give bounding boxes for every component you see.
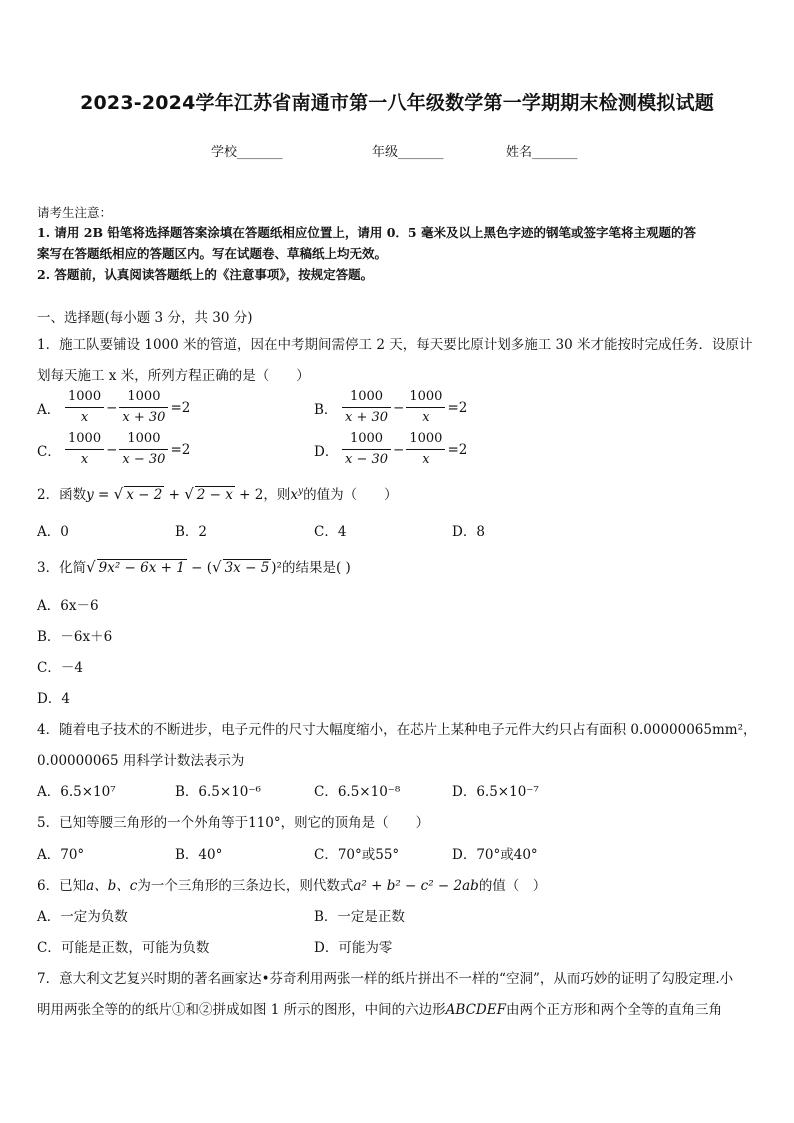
fraction: $\frac{1000}{x + 30}$ <box>119 389 168 426</box>
q2-radical-2: 2 − x <box>196 487 233 503</box>
q7-stem-line-2: 明用两张全等的的纸片①和②拼成如图 1 所示的图形，中间的六边形ABCDEF由两个正方形和两个全等的直角三角 <box>37 1002 722 1018</box>
q4-option-d[interactable]: D．6.5×10⁻⁷ <box>452 784 539 800</box>
notice-heading: 请考生注意： <box>37 205 113 220</box>
notice-line-2: 案写在答题纸相应的答题区内。写在试题卷、草稿纸上均无效。 <box>37 246 388 261</box>
q3-radical-1: 9x² − 6x + 1 <box>98 560 185 576</box>
q5-stem: 5．已知等腰三角形的一个外角等于110°，则它的顶角是（ ） <box>37 815 430 831</box>
q1-option-c-label: C． <box>37 443 61 460</box>
page-title: 2023-2024学年江苏省南通市第一八年级数学第一学期期末检测模拟试题 <box>80 92 714 114</box>
fraction: $\frac{1000}{x}$ <box>406 431 445 468</box>
q5-option-d[interactable]: D．70°或40° <box>452 847 538 863</box>
fraction: $\frac{1000}{x}$ <box>406 389 445 426</box>
fraction: $\frac{1000}{x}$ <box>65 431 104 468</box>
q2-stem: 2．函数y = √ x − 2 + √ 2 − x + 2，则$x^y$的值为（ ） <box>37 485 398 503</box>
q6-option-b[interactable]: B．一定是正数 <box>314 909 405 925</box>
q5-option-b[interactable]: B．40° <box>175 847 223 863</box>
q4-stem-line-1: 4．随着电子技术的不断进步，电子元件的尺寸大幅度缩小，在芯片上某种电子元件大约只占有面积 0.00000065mm²， <box>37 722 757 738</box>
q1-option-a[interactable]: A． $\frac{1000}{x}$ − $\frac{1000}{x + 30}$ =2 <box>37 389 191 425</box>
q1-option-a-label: A． <box>37 401 61 418</box>
q6-option-a[interactable]: A．一定为负数 <box>37 909 128 925</box>
q7-stem-line-1: 7．意大利文艺复兴时期的著名画家达•芬奇利用两张一样的纸片拼出不一样的“空洞”，从而巧妙的证明了勾股定理.小 <box>37 971 734 987</box>
fraction: $\frac{1000}{x - 30}$ <box>119 431 168 468</box>
q4-option-a[interactable]: A．6.5×10⁷ <box>37 784 116 800</box>
notice-line-3: 2. 答题前，认真阅读答题纸上的《注意事项》，按规定答题。 <box>37 267 374 282</box>
q1-option-b[interactable]: B． $\frac{1000}{x + 30}$ − $\frac{1000}{x}$ =2 <box>314 389 468 425</box>
q1-stem-line-1: 1．施工队要铺设 1000 米的管道，因在中考期间需停工 2 天，每天要比原计划多施工 30 米才能按时完成任务．设原计 <box>37 337 753 353</box>
q1-option-d[interactable]: D． $\frac{1000}{x - 30}$ − $\frac{1000}{x}$ =2 <box>314 431 468 467</box>
q5-option-a[interactable]: A．70° <box>37 847 85 863</box>
q6-stem: 6．已知a、b、c为一个三角形的三条边长，则代数式a² + b² − c² − 2ab的值（ ） <box>37 878 547 894</box>
q3-option-b[interactable]: B．－6x＋6 <box>37 629 113 645</box>
q1-option-c[interactable]: C． $\frac{1000}{x}$ − $\frac{1000}{x - 30}$ =2 <box>37 431 191 467</box>
q3-stem: 3．化简√ 9x² − 6x + 1 − (√ 3x − 5 )²的结果是( ) <box>37 558 351 576</box>
q1-stem-line-2: 划每天施工 x 米，所列方程正确的是（ ） <box>37 368 310 384</box>
fraction: $\frac{1000}{x + 30}$ <box>342 389 391 426</box>
q5-option-c[interactable]: C．70°或55° <box>314 847 400 863</box>
q3-option-d[interactable]: D．4 <box>37 691 70 707</box>
q3-option-c[interactable]: C．－4 <box>37 660 83 676</box>
q3-option-a[interactable]: A．6x－6 <box>37 598 99 614</box>
q1-option-d-label: D． <box>314 443 339 460</box>
q2-option-b[interactable]: B．2 <box>175 524 208 540</box>
q3-radical-2: 3x − 5 <box>224 560 270 576</box>
notice-line-1: 1. 请用 2B 铅笔将选择题答案涂填在答题纸相应位置上，请用 0．5 毫米及以上黑色字迹的钢笔或签字笔将主观题的答 <box>37 225 696 240</box>
fraction: $\frac{1000}{x}$ <box>65 389 104 426</box>
q6-option-c[interactable]: C．可能是正数，可能为负数 <box>37 940 210 956</box>
grade-field: 年级_______ <box>372 145 444 160</box>
name-field: 姓名_______ <box>506 145 578 160</box>
q4-option-b[interactable]: B．6.5×10⁻⁶ <box>175 784 261 800</box>
section-heading: 一、选择题(每小题 3 分，共 30 分) <box>37 310 253 326</box>
school-field: 学校_______ <box>211 145 283 160</box>
q1-option-b-label: B． <box>314 401 338 418</box>
q2-radical-1: x − 2 <box>126 487 163 503</box>
q4-stem-line-2: 0.00000065 用科学计数法表示为 <box>37 753 245 769</box>
q2-option-a[interactable]: A．0 <box>37 524 69 540</box>
q4-option-c[interactable]: C．6.5×10⁻⁸ <box>314 784 401 800</box>
q2-option-c[interactable]: C．4 <box>314 524 347 540</box>
fraction: $\frac{1000}{x - 30}$ <box>342 431 391 468</box>
q6-option-d[interactable]: D．可能为零 <box>314 940 393 956</box>
q2-option-d[interactable]: D．8 <box>452 524 485 540</box>
